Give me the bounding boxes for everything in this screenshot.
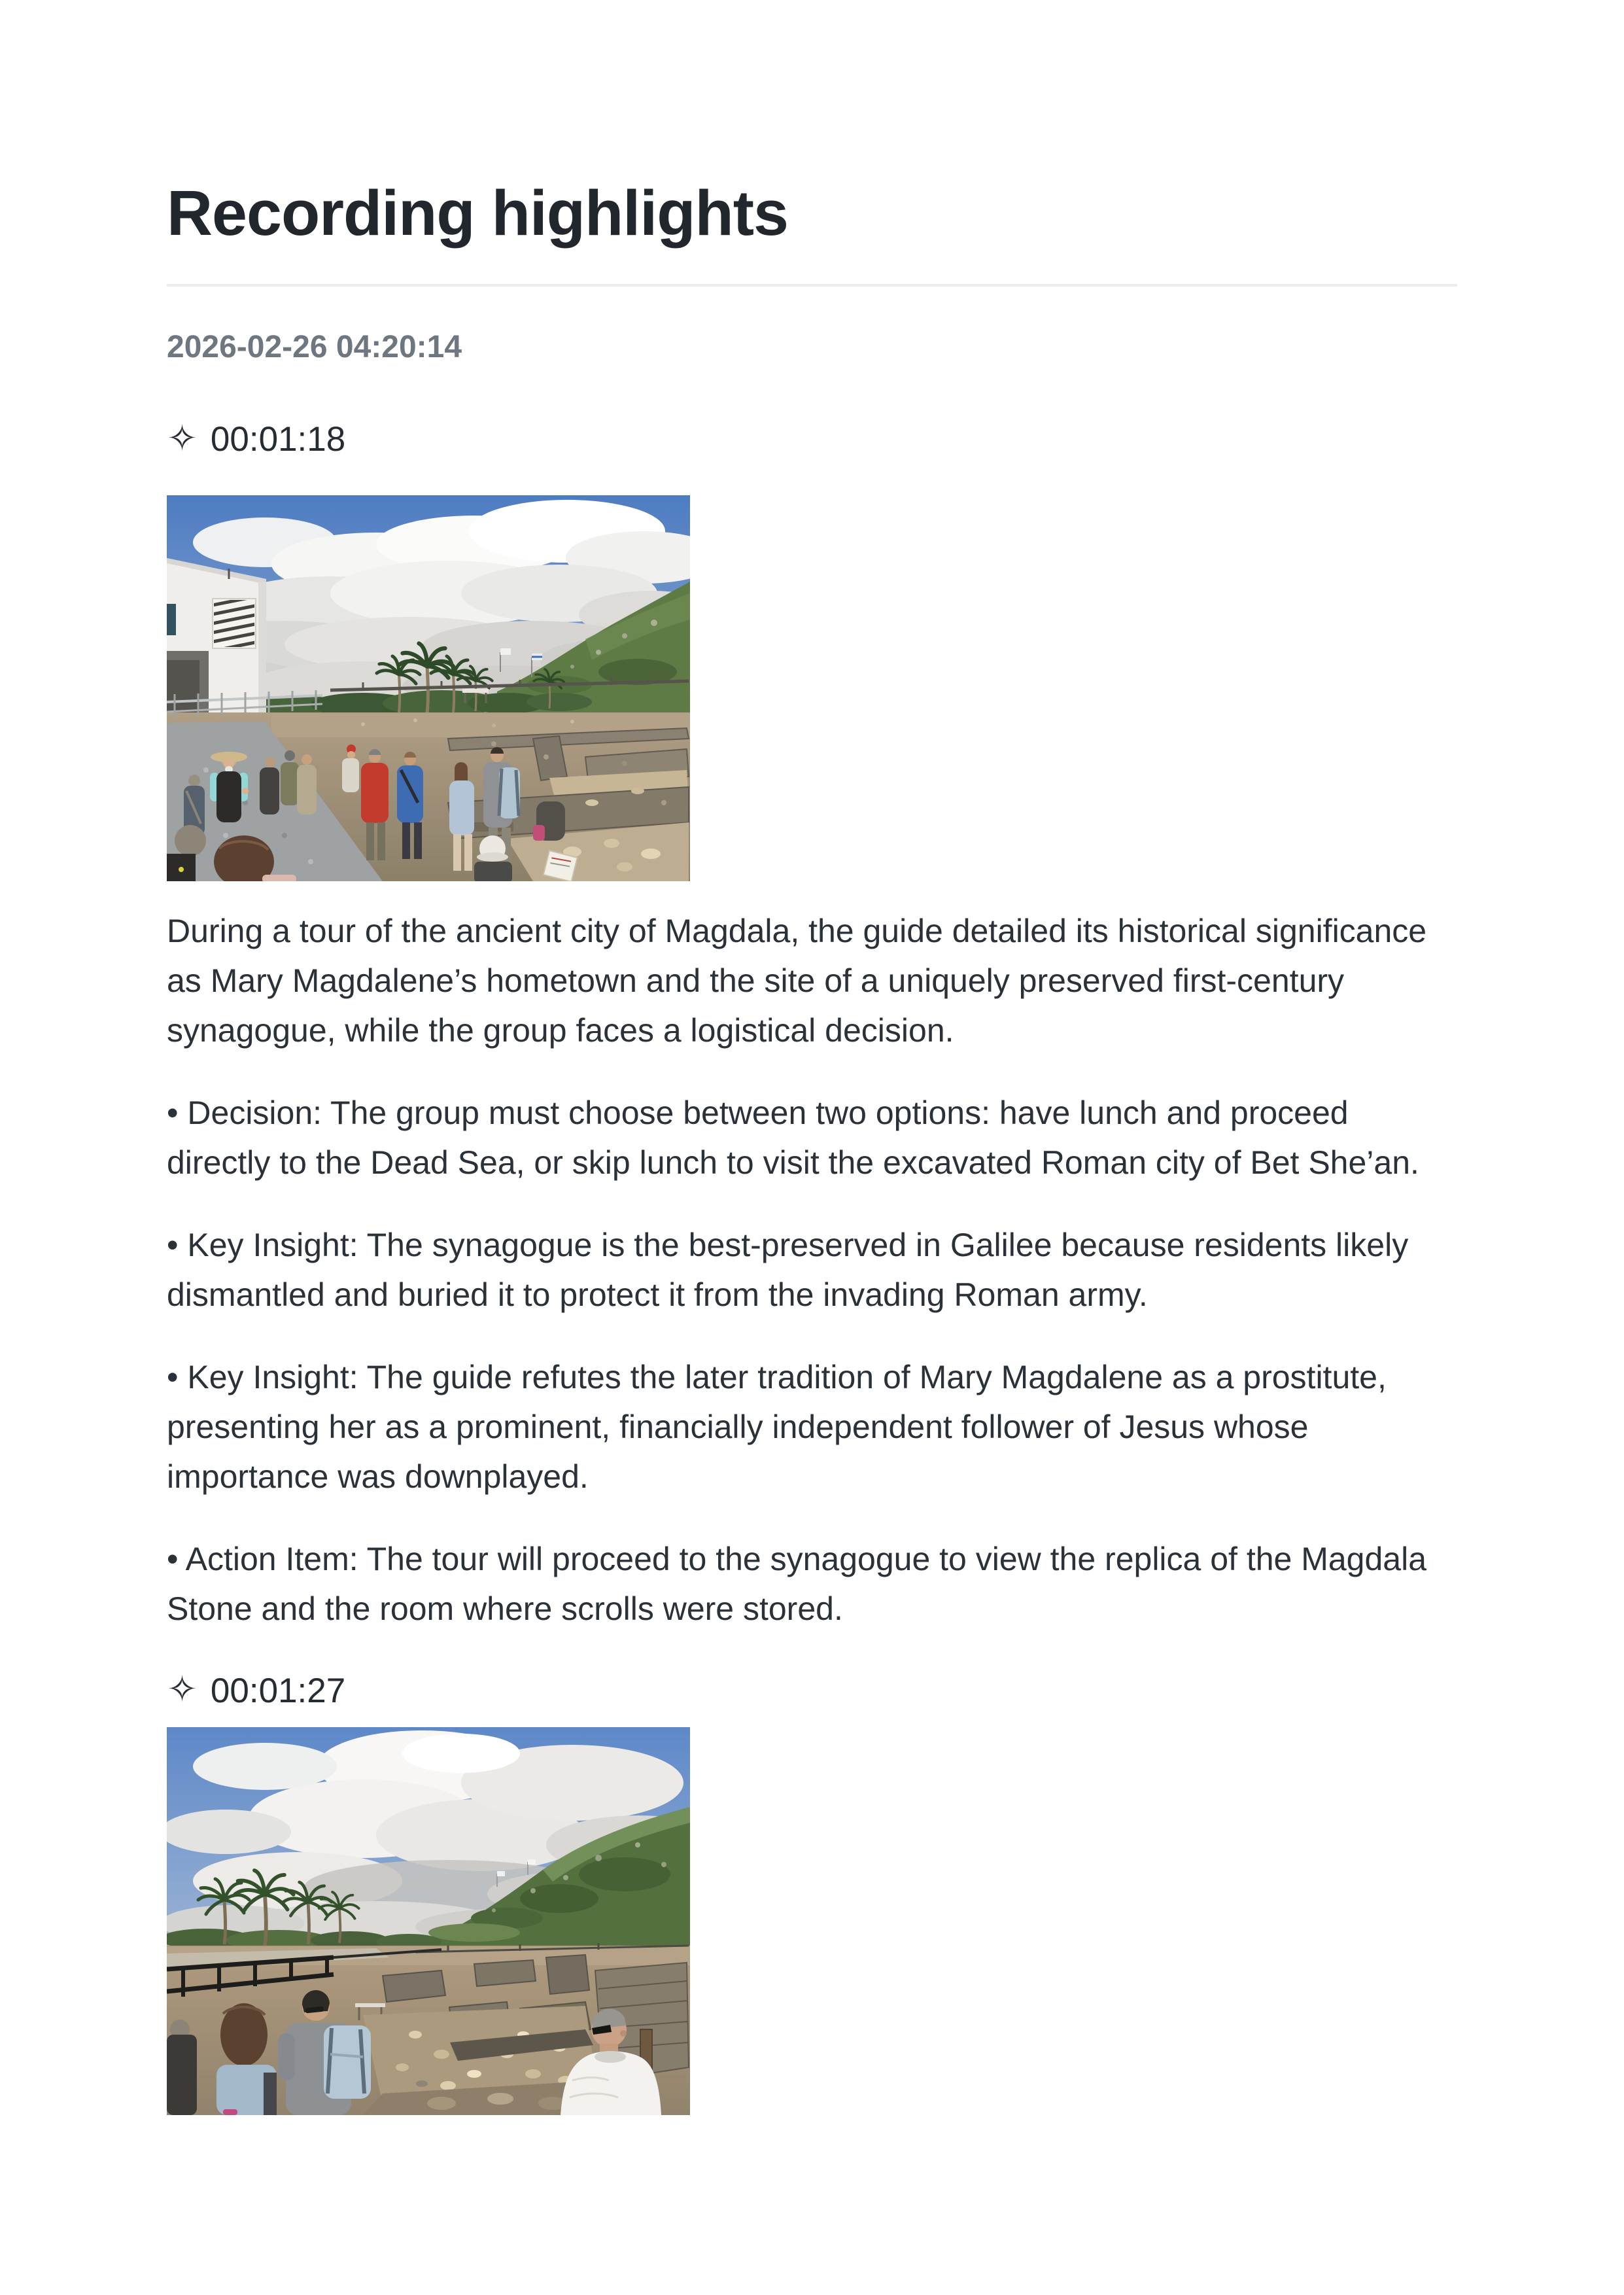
sparkle-icon: ✧ <box>167 417 198 459</box>
timestamp-row-1 <box>167 419 1457 461</box>
bullet-key-insight-2: • Key Insight: The guide refutes the later tradition of Mary Magdalene as a prostitute, presenting her as a prominent, financially independent follower of Jesus whose importance was downplayed. <box>167 1358 1387 1495</box>
timestamp-row-2 <box>167 1670 1457 1712</box>
timestamp-value-2: 00:01:27 <box>210 1671 346 1710</box>
timestamp-value-1: 00:01:18 <box>210 419 346 459</box>
sparkle-icon: ✧ <box>167 1668 198 1710</box>
title-divider <box>167 284 1457 287</box>
recording-datetime: 2026-02-26 04:20:14 <box>167 330 462 365</box>
photo-magdala-ruins <box>167 1727 690 2115</box>
bullet-decision: • Decision: The group must choose between two options: have lunch and proceed directly to the Dead Sea, or skip lunch to visit the excavated Roman city of Bet She’an. <box>167 1094 1419 1181</box>
photo-magdala-tour-group <box>167 495 690 881</box>
bullet-key-insight-1: • Key Insight: The synagogue is the best-preserved in Galilee because residents likely dismantled and buried it to protect it from the invading Roman army. <box>167 1226 1409 1313</box>
summary-paragraph: During a tour of the ancient city of Magdala, the guide detailed its historical significance as Mary Magdalene’s hometown and the site of a uniquely preserved first-century synagogue, while the group faces a logistical decision. <box>167 912 1427 1049</box>
document-page <box>167 0 1457 2115</box>
bullet-action-item: • Action Item: The tour will proceed to the synagogue to view the replica of the Magdala Stone and the room where scrolls were stored. <box>167 1540 1427 1627</box>
visitor-center-building <box>167 558 266 712</box>
page-title: Recording highlights <box>167 177 788 249</box>
